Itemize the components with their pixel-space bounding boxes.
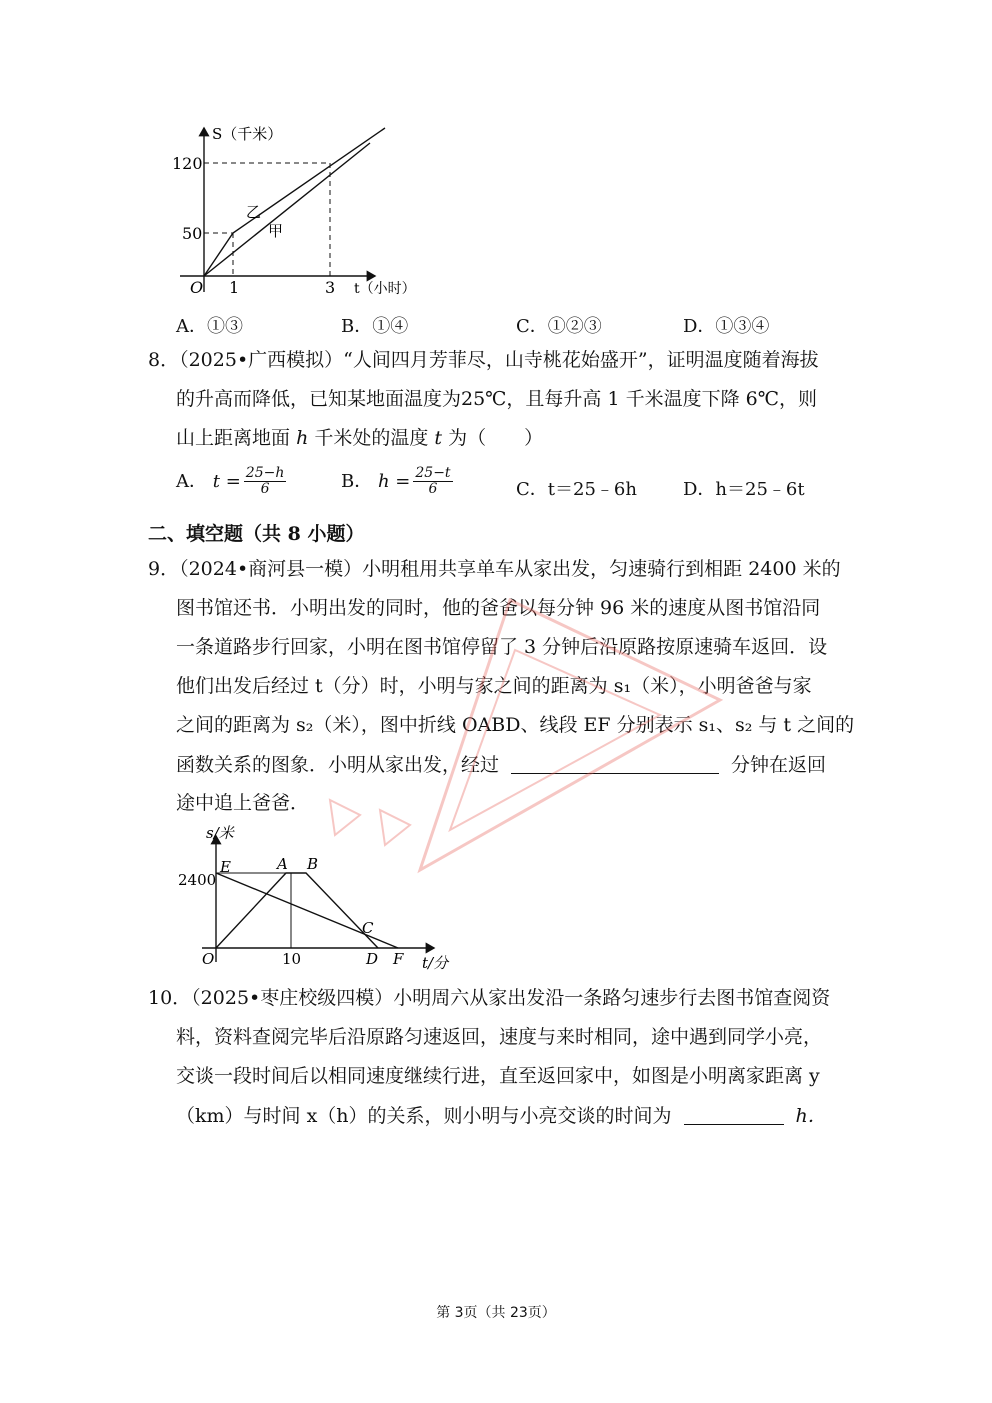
fraction-a: $\frac{25-h}{6}$	[245, 465, 285, 498]
q9-line-3: 一条道路步行回家，小明在图书馆停留了 3 分钟后沿原路按原速骑车返回．设	[176, 636, 828, 658]
point-B: B	[307, 855, 319, 873]
q8-choice-d[interactable]: D．h＝25﹣6t	[683, 479, 805, 500]
q8-line-2: 的升高而降低，已知某地面温度为25℃，且每升高 1 千米温度下降 6℃，则	[176, 388, 817, 410]
watermark-logo	[320, 570, 740, 890]
distance-time-graph-1	[170, 120, 430, 300]
point-D: D	[366, 950, 379, 968]
q7-choice-c[interactable]: C．①②③	[516, 316, 602, 337]
q7-choice-a[interactable]: A．①③	[176, 316, 243, 337]
y-tick-2400: 2400	[178, 871, 217, 889]
q9-line-1: 9．（2024•商河县一模）小明租用共享单车从家出发，匀速骑行到相距 2400 米的	[148, 558, 841, 580]
q10-line-2: 料，资料查阅完毕后沿原路匀速返回，速度与来时相同，途中遇到同学小亮，	[176, 1026, 823, 1048]
label-yi: 乙	[246, 203, 262, 221]
y-axis-label: S（千米）	[212, 125, 283, 143]
q10-line-1: 10．（2025•枣庄校级四模）小明周六从家出发沿一条路匀速步行去图书馆查阅资	[148, 987, 831, 1009]
q10-answer-blank[interactable]	[684, 1106, 784, 1125]
label-jia: 甲	[268, 222, 284, 240]
q8-source: （2025•广西模拟）	[179, 349, 344, 371]
origin-label: O	[190, 278, 204, 297]
x-tick-1: 1	[229, 278, 240, 297]
q10-line-4: （km）与时间 x（h）的关系，则小明与小亮交谈的时间为 h．	[176, 1105, 827, 1127]
y-tick-120: 120	[172, 154, 203, 173]
y-axis-label-2: s/米	[206, 824, 234, 842]
q7-choice-b[interactable]: B．①④	[341, 316, 409, 337]
q8-choice-a[interactable]: A． t = $\frac{25-h}{6}$	[176, 465, 285, 498]
q8-line-3: 山上距离地面 h 千米处的温度 t 为（ ）	[176, 427, 544, 449]
q9-line-5: 之间的距离为 s₂（米），图中折线 OABD、线段 EF 分别表示 s₁、s₂ 与 t 之间的	[176, 714, 855, 736]
page-footer: 第 3页（共 23页）	[436, 1305, 556, 1321]
point-F: F	[393, 950, 404, 968]
fraction-b: $\frac{25-t}{6}$	[415, 465, 451, 498]
q8-choice-c[interactable]: C．t＝25﹣6h	[516, 479, 637, 500]
point-E: E	[220, 858, 231, 876]
point-A: A	[277, 855, 288, 873]
point-C: C	[362, 919, 374, 937]
origin-label-2: O	[202, 950, 215, 968]
q9-line-4: 他们出发后经过 t（分）时，小明与家之间的距离为 s₁（米），小明爸爸与家	[176, 675, 812, 697]
q7-choice-d[interactable]: D．①③④	[683, 316, 770, 337]
q8-choice-b[interactable]: B． h = $\frac{25-t}{6}$	[341, 465, 451, 498]
q8-line-1: 8．（2025•广西模拟）“人间四月芳菲尽，山寺桃花始盛开”，证明温度随着海拔	[148, 349, 819, 371]
q9-line-6: 函数关系的图象．小明从家出发，经过 分钟在返回	[176, 754, 827, 776]
q10-line-3: 交谈一段时间后以相同速度继续行进，直至返回家中，如图是小明离家距离 y	[176, 1065, 820, 1087]
x-tick-3: 3	[325, 278, 336, 297]
q9-line-7: 途中追上爸爸．	[176, 792, 310, 814]
x-tick-10: 10	[282, 950, 302, 968]
section-fill-in-title: 二、填空题（共 8 小题）	[148, 523, 365, 545]
q8-number: 8．	[148, 349, 180, 371]
x-axis-label: t（小时）	[354, 281, 416, 297]
y-tick-50: 50	[182, 224, 203, 243]
q9-line-2: 图书馆还书．小明出发的同时，他的爸爸以每分钟 96 米的速度从图书馆沿同	[176, 597, 821, 619]
x-axis-label-2: t/分	[422, 954, 449, 972]
